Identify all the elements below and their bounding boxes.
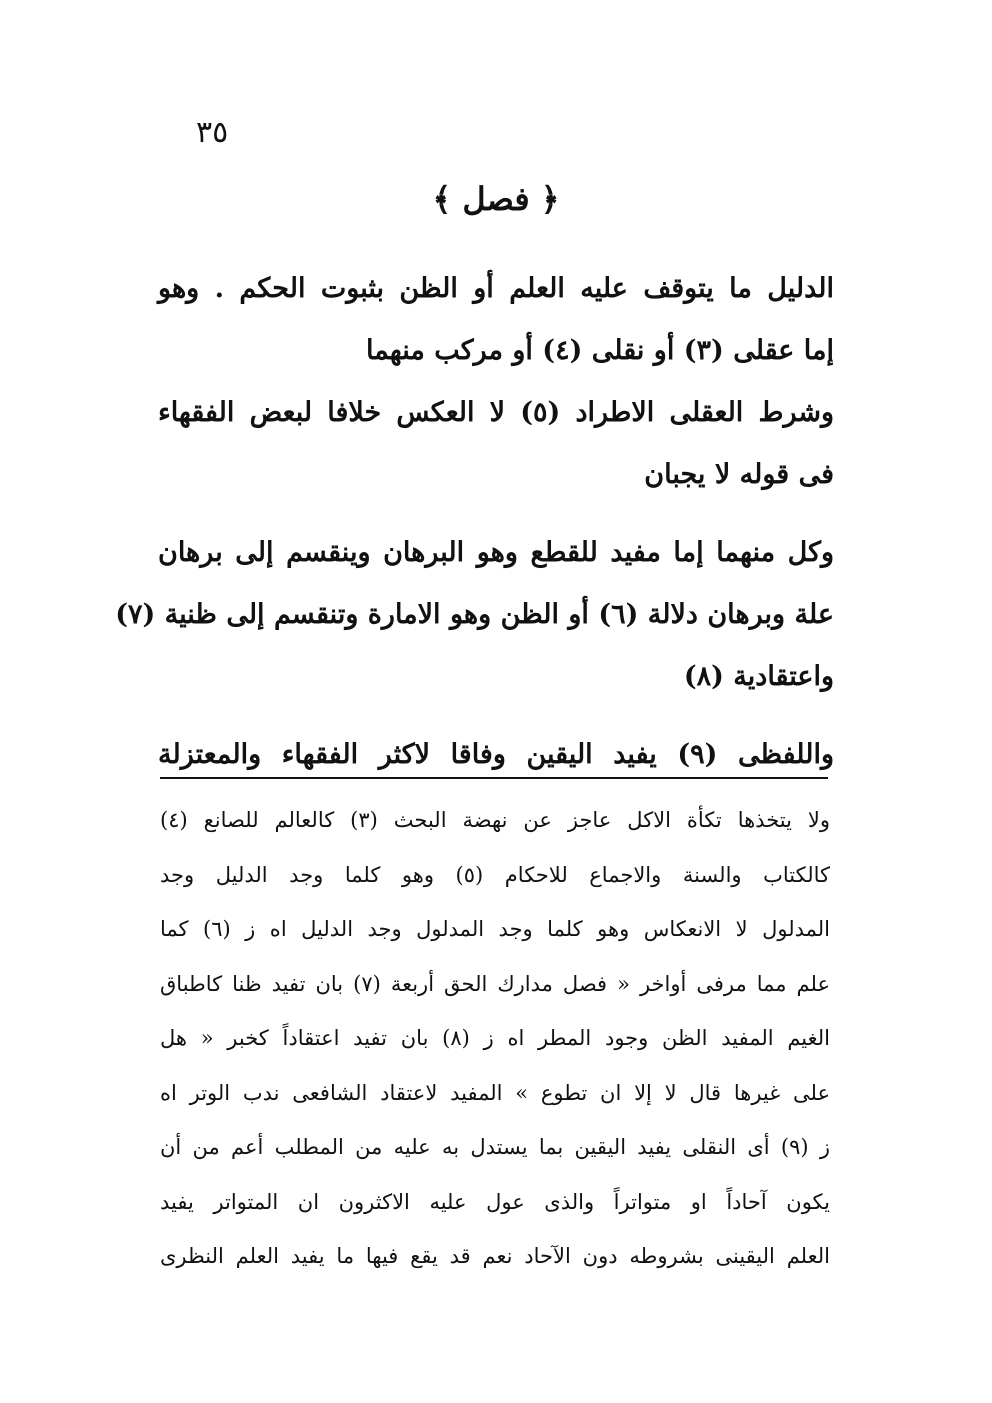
footnote-line: ز (٩) أى النقلى يفيد اليقين بما يستدل به عليه من المطلب أعم من أن bbox=[160, 1135, 830, 1159]
page-number: ٣٥ bbox=[196, 115, 229, 150]
main-text-line: واللفظى (٩) يفيد اليقين وفاقا لاكثر الفقهاء والمعتزلة bbox=[158, 739, 834, 770]
footnote-line: كالكتاب والسنة والاجماع للاحكام (٥) وهو كلما وجد الدليل وجد bbox=[160, 862, 831, 887]
footnote-line: علم مما مرفى أواخر « فصل مدارك الحق أربعة (٧) بان تفيد ظنا كاطباق bbox=[160, 971, 830, 996]
main-text-line: فى قوله لا يجبان bbox=[644, 459, 834, 490]
footnote-line: المدلول لا الانعكاس وهو كلما وجد المدلول وجد الدليل اه ز (٦) كما bbox=[160, 917, 830, 941]
main-text-line: علة وبرهان دلالة (٦) أو الظن وهو الامارة وتنقسم إلى ظنية (٧) bbox=[115, 599, 834, 630]
main-text bbox=[115, 258, 835, 786]
main-text-line: وشرط العقلى الاطراد (٥) لا العكس خلافا لبعض الفقهاء bbox=[158, 397, 835, 428]
footnote-line: ولا يتخذها تكأة الاكل عاجز عن نهضة البحث (٣) كالعالم للصانع (٤) bbox=[160, 808, 831, 832]
footnote-line: العلم اليقينى بشروطه دون الآحاد نعم قد يقع فيها ما يفيد العلم النظرى bbox=[160, 1244, 830, 1268]
footnotes bbox=[160, 793, 830, 1284]
footnote-line: على غيرها قال لا إلا ان تطوع » المفيد لاعتقاد الشافعى ندب الوتر اه bbox=[160, 1080, 830, 1105]
section-title: ﴿ فصل ﴾ bbox=[432, 180, 560, 218]
main-text-line: إما عقلى (٣) أو نقلى (٤) أو مركب منهما bbox=[365, 335, 834, 366]
main-text-line: الدليل ما يتوقف عليه العلم أو الظن بثبوت الحكم . وهو bbox=[158, 273, 834, 304]
footnote-divider bbox=[160, 777, 828, 779]
footnote-line: الغيم المفيد الظن وجود المطر اه ز (٨) بان تفيد اعتقاداً كخبر « هل bbox=[160, 1026, 830, 1050]
footnote-line: يكون آحاداً او متواتراً والذى عول عليه الاكثرون ان المتواتر يفيد bbox=[160, 1189, 830, 1214]
main-text-line: واعتقادية (٨) bbox=[683, 661, 834, 692]
main-text-line: وكل منهما إما مفيد للقطع وهو البرهان وينقسم إلى برهان bbox=[158, 537, 834, 568]
